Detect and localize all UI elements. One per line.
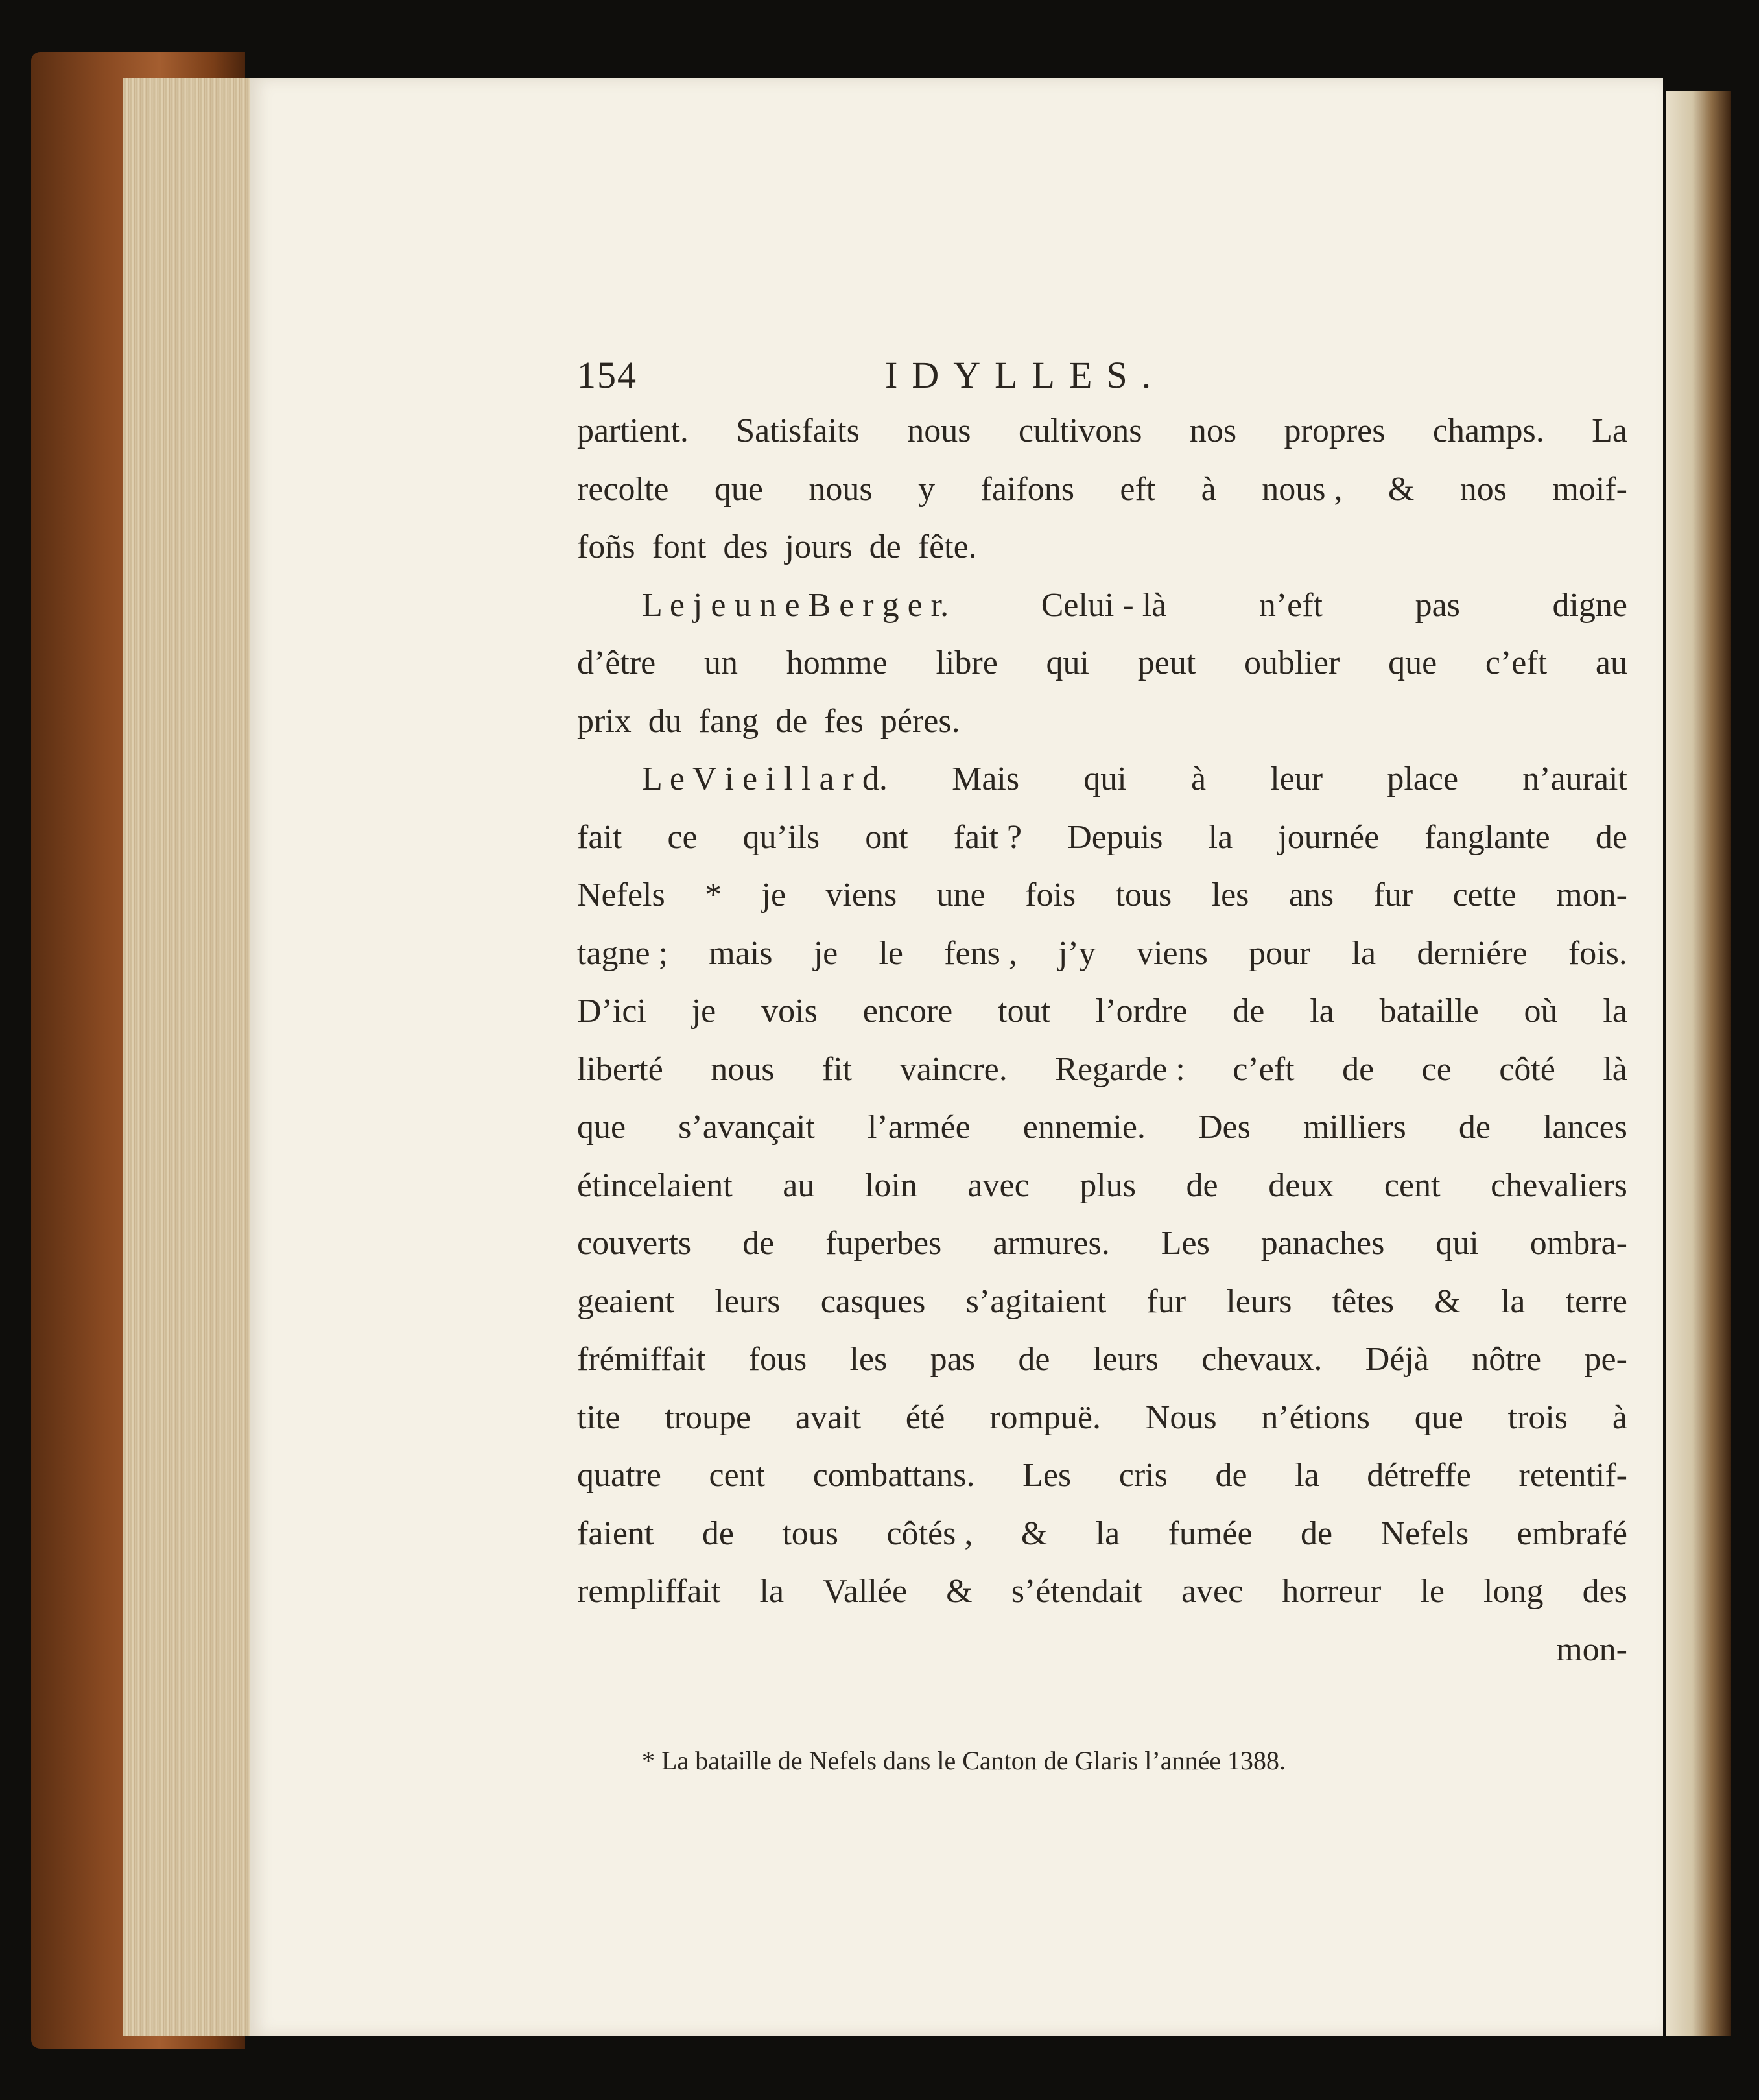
word: n’eft: [1258, 586, 1323, 624]
text-line: [577, 1273, 1627, 1331]
word: la: [1351, 934, 1376, 972]
text-line: [577, 1098, 1627, 1157]
word: milliers: [1303, 1109, 1406, 1146]
word: je: [761, 877, 786, 914]
word: fait: [577, 818, 622, 856]
word: eft: [1120, 470, 1156, 508]
word: la: [1295, 1457, 1319, 1494]
word: que: [577, 1109, 626, 1146]
word: la: [1095, 1515, 1120, 1552]
word: long: [1483, 1573, 1544, 1610]
word: Les: [1022, 1457, 1072, 1494]
page-stack-edge: [123, 78, 259, 2036]
word: de: [775, 702, 808, 740]
word: moif-: [1552, 470, 1627, 508]
word: champs.: [1432, 412, 1544, 449]
word: Satisfaits: [736, 412, 860, 449]
word: &: [1434, 1282, 1461, 1320]
text-line: [577, 634, 1627, 692]
word: les: [849, 1341, 888, 1378]
text-line: [577, 518, 1627, 576]
word: au: [783, 1166, 815, 1204]
text-line: [577, 1446, 1627, 1505]
word: étincelaient: [577, 1166, 733, 1204]
word: cultivons: [1018, 412, 1142, 449]
word: le: [1420, 1573, 1445, 1610]
word: à: [1190, 761, 1207, 797]
word: détreffe: [1367, 1457, 1471, 1494]
word: d’être: [577, 644, 656, 681]
word: de: [742, 1225, 775, 1262]
word: Nefels: [577, 877, 665, 914]
word: de: [869, 528, 901, 565]
word: une: [936, 877, 986, 914]
word: avait: [795, 1398, 861, 1436]
word: s’avançait: [678, 1109, 815, 1146]
word: faient: [577, 1515, 654, 1552]
word: lances: [1542, 1109, 1627, 1146]
word: fur: [1146, 1282, 1186, 1320]
word: têtes: [1332, 1282, 1394, 1320]
word: tagne ;: [577, 934, 668, 972]
word: ans: [1288, 877, 1334, 914]
word: la: [1310, 993, 1334, 1030]
word: jours: [785, 528, 853, 565]
body-text: [577, 402, 1627, 1679]
word: des: [1582, 1573, 1627, 1610]
word: Vallée: [823, 1573, 908, 1610]
word: fens ,: [944, 934, 1017, 972]
word: l’ordre: [1095, 993, 1188, 1030]
word: Nefels: [1380, 1515, 1469, 1552]
word: *: [705, 877, 722, 914]
word: de: [1018, 1341, 1050, 1378]
word: place: [1387, 761, 1459, 797]
word: plus: [1080, 1166, 1136, 1204]
word: s’agitaient: [965, 1282, 1107, 1320]
word: homme: [786, 644, 888, 681]
word: mon-: [1556, 877, 1627, 914]
word: qu’ils: [742, 818, 820, 856]
word: que: [714, 470, 763, 508]
text-line: [577, 692, 1627, 751]
word: mon-: [1556, 1631, 1627, 1668]
word: liberté: [577, 1050, 663, 1088]
text-line: [577, 1505, 1627, 1563]
word: fait ?: [953, 818, 1022, 856]
word: geaient: [577, 1282, 675, 1320]
word: cent: [1384, 1166, 1441, 1204]
word: troupe: [665, 1398, 751, 1436]
word: tout: [998, 993, 1051, 1030]
word: combattans.: [812, 1457, 975, 1494]
text-line: [577, 1389, 1627, 1447]
page-number: 154: [577, 354, 637, 396]
word: fur: [1373, 877, 1413, 914]
word: avec: [1181, 1573, 1244, 1610]
word: Mais: [952, 761, 1020, 797]
word: fanglante: [1424, 818, 1550, 856]
word: de: [1458, 1109, 1491, 1146]
word: qui: [1435, 1225, 1479, 1262]
text-line: [577, 1214, 1627, 1273]
word: recolte: [577, 470, 669, 508]
word: chevaliers: [1491, 1166, 1627, 1204]
word: pas: [930, 1341, 975, 1378]
word: le: [879, 934, 903, 972]
word: nos: [1459, 470, 1507, 508]
word: chevaux.: [1201, 1341, 1323, 1378]
word: viens: [1137, 934, 1208, 972]
word: ce: [667, 818, 698, 856]
word: fumée: [1168, 1515, 1253, 1552]
word: L e j e u n e B e r g e r.: [642, 586, 949, 624]
word: fois: [1025, 877, 1076, 914]
word: je: [813, 934, 838, 972]
word: &: [1387, 470, 1415, 508]
word: la: [1208, 818, 1233, 856]
word: l’armée: [867, 1109, 971, 1146]
word: où: [1524, 993, 1558, 1030]
page-header: [250, 353, 1663, 405]
word: panaches: [1260, 1225, 1385, 1262]
word: nous: [907, 412, 971, 449]
word: rempliffait: [577, 1573, 721, 1610]
word: vaincre.: [899, 1050, 1008, 1088]
word: libre: [936, 644, 998, 681]
word: pour: [1249, 934, 1311, 972]
word: ce: [1421, 1050, 1452, 1088]
word: de: [702, 1515, 734, 1552]
word: n’aurait: [1522, 761, 1627, 797]
text-line: [577, 925, 1627, 983]
word: journée: [1278, 818, 1380, 856]
word: n’étions: [1261, 1398, 1370, 1436]
word: leurs: [714, 1282, 781, 1320]
word: fois.: [1568, 934, 1627, 972]
word: Les: [1161, 1225, 1210, 1262]
word: prix: [577, 702, 632, 740]
word: la: [1500, 1282, 1526, 1320]
word: c’eft: [1485, 644, 1548, 681]
word: digne: [1552, 586, 1627, 624]
word: partient.: [577, 412, 689, 449]
word: &: [946, 1573, 973, 1610]
word: deux: [1268, 1166, 1334, 1204]
word: armures.: [993, 1225, 1110, 1262]
word: &: [1021, 1515, 1048, 1552]
word: je: [691, 993, 716, 1030]
word: de: [1186, 1166, 1218, 1204]
word: frémiffait: [577, 1341, 706, 1378]
word: de: [1595, 818, 1627, 856]
word: fang: [698, 702, 759, 740]
word: Des: [1198, 1109, 1251, 1146]
word: s’étendait: [1011, 1573, 1142, 1610]
word: vois: [761, 993, 818, 1030]
word: nous ,: [1262, 470, 1343, 508]
word: tous: [782, 1515, 839, 1552]
word: nos: [1189, 412, 1237, 449]
text-line: [577, 1621, 1627, 1679]
word: nous: [809, 470, 873, 508]
word: L e V i e i l l a r d.: [642, 761, 888, 797]
word: au: [1595, 644, 1627, 681]
word: Regarde :: [1055, 1050, 1185, 1088]
word: derniére: [1417, 934, 1528, 972]
word: couverts: [577, 1225, 692, 1262]
word: du: [648, 702, 682, 740]
text-line: [577, 1041, 1627, 1099]
word: un: [704, 644, 738, 681]
word: des: [723, 528, 768, 565]
word: Celui - là: [1041, 586, 1167, 624]
word: de: [1215, 1457, 1247, 1494]
word: là: [1603, 1050, 1627, 1088]
word: mais: [709, 934, 773, 972]
word: pas: [1415, 586, 1460, 624]
word: côtés ,: [886, 1515, 973, 1552]
word: horreur: [1282, 1573, 1382, 1610]
word: rompuë.: [989, 1398, 1101, 1436]
word: peut: [1137, 644, 1196, 681]
word: cris: [1118, 1457, 1168, 1494]
word: cette: [1452, 877, 1517, 914]
word: fous: [748, 1341, 807, 1378]
word: D’ici: [577, 993, 646, 1030]
text-line: [577, 1330, 1627, 1389]
word: faifons: [980, 470, 1074, 508]
text-line: [577, 402, 1627, 460]
text-line: [577, 576, 1627, 635]
word: casques: [820, 1282, 926, 1320]
word: nôtre: [1472, 1341, 1542, 1378]
word: leur: [1270, 761, 1323, 797]
text-line: [577, 866, 1627, 925]
word: embrafé: [1517, 1515, 1627, 1552]
word: la: [759, 1573, 785, 1610]
word: cent: [709, 1457, 766, 1494]
word: fes: [824, 702, 864, 740]
text-line: [577, 808, 1627, 867]
word: loin: [864, 1166, 917, 1204]
word: de: [1233, 993, 1265, 1030]
word: Nous: [1145, 1398, 1217, 1436]
word: leurs: [1226, 1282, 1292, 1320]
word: péres.: [880, 702, 960, 740]
word: quatre: [577, 1457, 661, 1494]
word: les: [1211, 877, 1249, 914]
word: ont: [865, 818, 908, 856]
facing-page-edge: [1666, 91, 1731, 2036]
footnote: * La bataille de Nefels dans le Canton de Glaris l’année 1388.: [642, 1746, 1286, 1775]
word: fête.: [917, 528, 977, 565]
word: qui: [1046, 644, 1089, 681]
word: leurs: [1092, 1341, 1159, 1378]
word: qui: [1083, 761, 1127, 797]
book-page: [250, 78, 1663, 2036]
word: Déjà: [1365, 1341, 1429, 1378]
word: Depuis: [1067, 818, 1163, 856]
word: avec: [967, 1166, 1030, 1204]
word: foñs: [577, 528, 635, 565]
word: ombra-: [1529, 1225, 1627, 1262]
word: fit: [822, 1050, 853, 1088]
word: nous: [711, 1050, 775, 1088]
word: que: [1388, 644, 1437, 681]
word: ennemie.: [1022, 1109, 1146, 1146]
word: La: [1592, 412, 1627, 449]
word: font: [652, 528, 707, 565]
word: trois: [1507, 1398, 1568, 1436]
word: la: [1603, 993, 1627, 1030]
word: y: [918, 470, 936, 508]
text-line: [577, 982, 1627, 1041]
word: de: [1342, 1050, 1375, 1088]
word: encore: [862, 993, 953, 1030]
word: de: [1300, 1515, 1333, 1552]
text-line: [577, 1563, 1627, 1621]
running-title: IDYLLES.: [885, 354, 1166, 396]
word: retentif-: [1518, 1457, 1627, 1494]
word: j’y: [1058, 934, 1096, 972]
word: à: [1612, 1398, 1627, 1436]
word: oublier: [1244, 644, 1340, 681]
text-line: [577, 750, 1627, 808]
word: tous: [1115, 877, 1172, 914]
word: tite: [577, 1398, 620, 1436]
word: à: [1201, 470, 1216, 508]
word: fuperbes: [825, 1225, 942, 1262]
word: que: [1414, 1398, 1463, 1436]
word: côté: [1499, 1050, 1555, 1088]
word: c’eft: [1233, 1050, 1295, 1088]
text-line: [577, 460, 1627, 519]
word: pe-: [1584, 1341, 1627, 1378]
text-line: [577, 1157, 1627, 1215]
word: été: [905, 1398, 945, 1436]
word: propres: [1284, 412, 1386, 449]
word: viens: [825, 877, 897, 914]
word: terre: [1565, 1282, 1627, 1320]
word: bataille: [1379, 993, 1479, 1030]
